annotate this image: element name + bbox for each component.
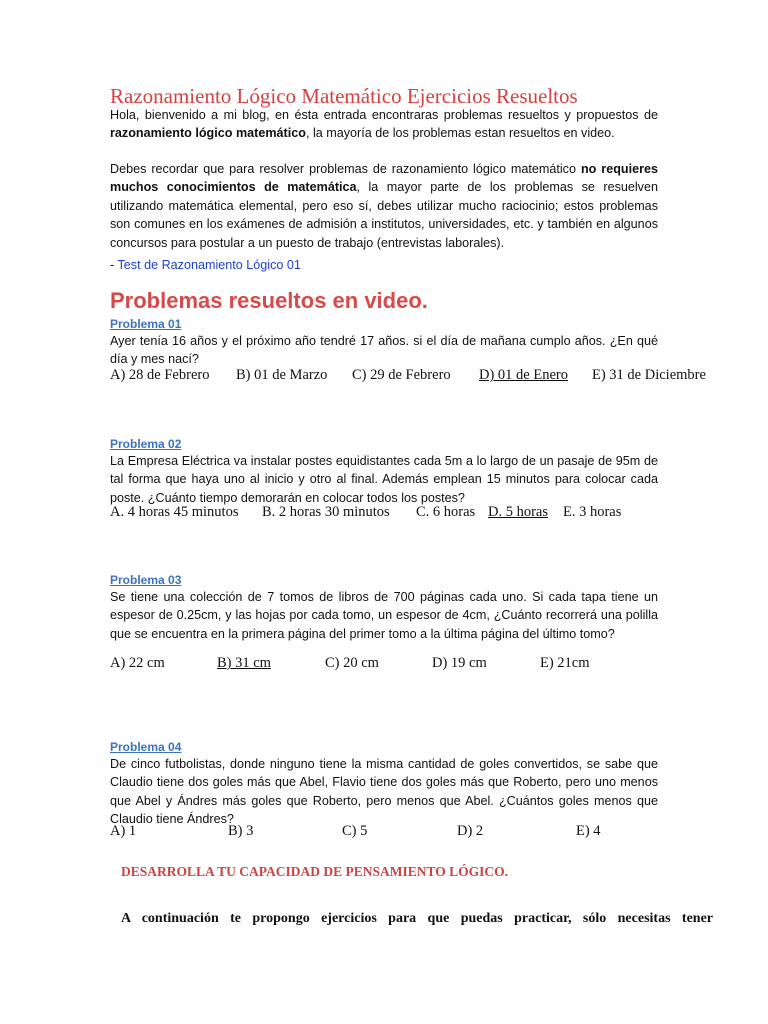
intro-text: , la mayor parte de los problemas se resuelven utilizando matemática elemental, pero eso sí, debes utilizar mucho raciocinio; estos problemas son comunes en los exámenes de admisión a institutos, universidades, etc. y también en algunos concursos para postular a un puesto de trabajo (entrevistas laborales).	[110, 180, 658, 250]
option: D) 2	[457, 823, 484, 839]
option: E) 4	[576, 823, 601, 839]
intro-text: Debes recordar que para resolver problemas de razonamiento lógico matemático	[110, 162, 581, 176]
option: C) 5	[342, 823, 368, 839]
option: A) 22 cm	[110, 655, 165, 671]
option-correct: D. 5 horas	[488, 504, 549, 520]
option: C. 6 horas	[416, 504, 476, 520]
intro-paragraph-2	[110, 160, 658, 252]
option: B. 2 horas 30 minutos	[262, 504, 390, 520]
link-prefix: -	[110, 258, 118, 272]
option: E) 21cm	[540, 655, 590, 671]
option: D) 19 cm	[432, 655, 487, 671]
option: C) 29 de Febrero	[352, 367, 451, 383]
page-title: Razonamiento Lógico Matemático Ejercicios Resueltos	[110, 84, 578, 108]
option: E. 3 horas	[563, 504, 622, 520]
problem-3-text: Se tiene una colección de 7 tomos de libros de 700 páginas cada uno. Si cada tapa tiene un espesor de 0.25cm, y las hojas por cada tomo, un espesor de 4cm, ¿Cuánto recorrerá una polilla que se encuentra en la primera página del primer tomo a la última página del último tomo?	[110, 590, 658, 641]
problem-1-text: Ayer tenía 16 años y el próximo año tendré 17 años. si el día de mañana cumplo años. ¿En qué día y mes nací?	[110, 334, 658, 367]
closing-title: DESARROLLA TU CAPACIDAD DE PENSAMIENTO LÓGICO.	[121, 864, 509, 879]
test-link[interactable]: Test de Razonamiento Lógico 01	[117, 258, 301, 272]
intro-paragraph-1	[110, 106, 658, 143]
problem-2-label[interactable]: Problema 02	[110, 437, 182, 451]
option-correct: D) 01 de Enero	[479, 367, 568, 383]
intro-bold-text: razonamiento lógico matemático	[110, 126, 306, 141]
option: E) 31 de Diciembre	[592, 367, 706, 383]
option: B) 3	[228, 823, 254, 839]
problem-2-text: La Empresa Eléctrica va instalar postes equidistantes cada 5m a lo largo de un pasaje de 95m de tal forma que haya uno al inicio y otro al final. Además emplean 15 minutos para colocar cada poste. ¿Cuánto tiempo demorarán en colocar todos los postes?	[110, 454, 658, 505]
section-heading: Problemas resueltos en video.	[110, 288, 428, 313]
option-correct: B) 31 cm	[217, 655, 271, 671]
intro-bold-text: no requieres muchos conocimientos de matemática	[110, 162, 658, 195]
option: A) 1	[110, 823, 137, 839]
option: A. 4 horas 45 minutos	[110, 504, 239, 520]
intro-text: , la mayoría de los problemas estan resueltos en video.	[305, 126, 615, 141]
closing-text: A continuación te propongo ejercicios para que puedas practicar, sólo necesitas tener	[121, 911, 713, 926]
intro-text: Hola, bienvenido a mi blog, en ésta entrada encontraras problemas resueltos y propuestos de	[110, 108, 658, 122]
problem-4-text: De cinco futbolistas, donde ninguno tiene la misma cantidad de goles convertidos, se sabe que Claudio tiene dos goles más que Abel, Flavio tiene dos goles más que Roberto, pero uno menos que Abel y Ándres más goles que Roberto, pero menos que Abel. ¿Cuántos goles menos que Claudio tiene Ándres?	[110, 757, 658, 827]
option: A) 28 de Febrero	[110, 367, 210, 383]
option: C) 20 cm	[325, 655, 379, 671]
problem-1-label[interactable]: Problema 01	[110, 317, 182, 331]
problem-4-label[interactable]: Problema 04	[110, 740, 182, 754]
test-link-line	[110, 258, 301, 272]
problem-3-label[interactable]: Problema 03	[110, 573, 182, 587]
option: B) 01 de Marzo	[236, 367, 328, 383]
